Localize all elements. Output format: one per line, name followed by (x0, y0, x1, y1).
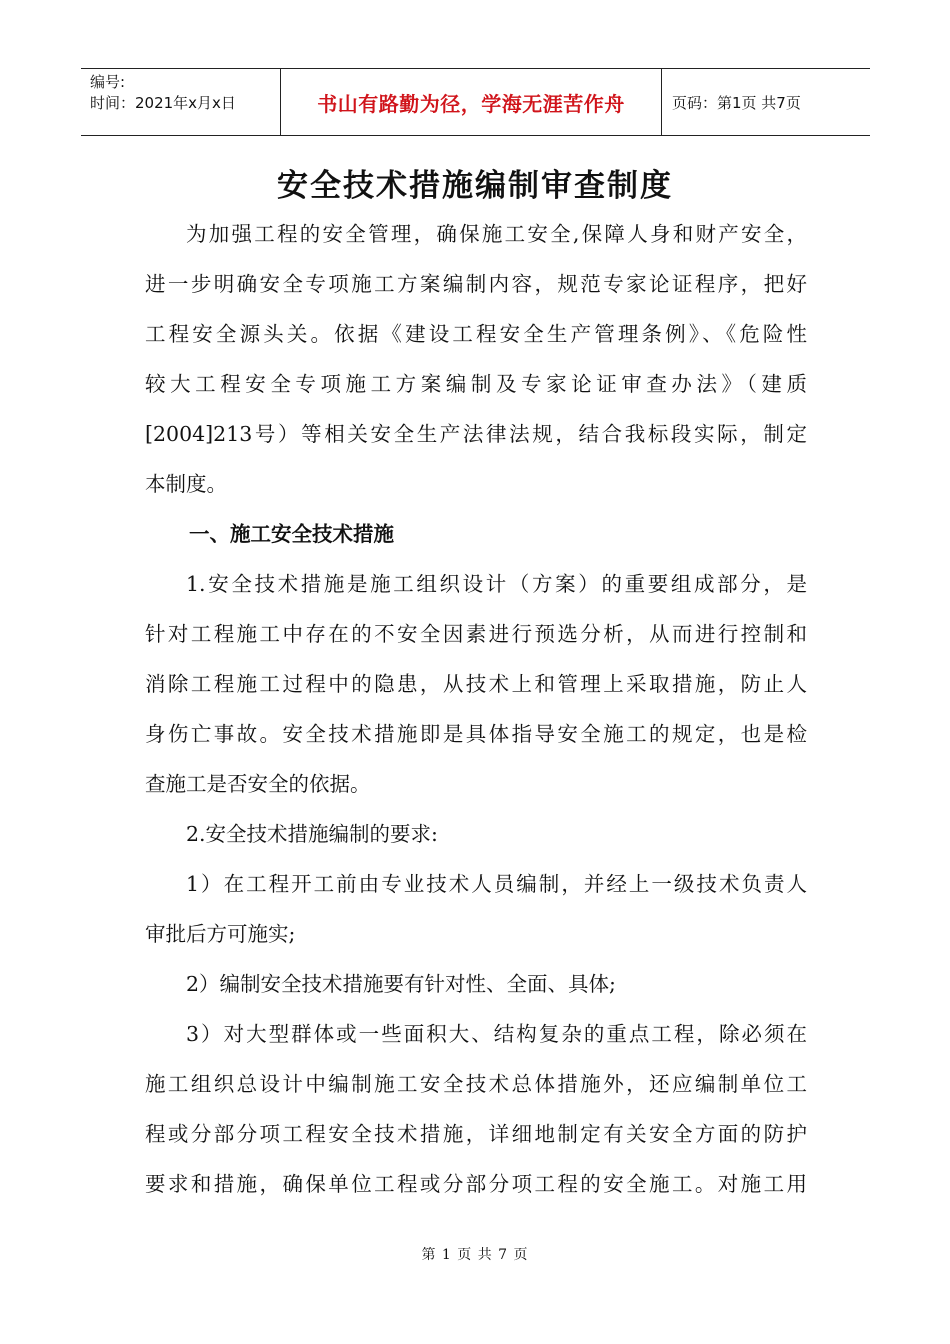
body-line: 本制度。 (145, 472, 227, 496)
document-body (145, 209, 807, 1209)
body-line: 工程安全源头关。依据《建设工程安全生产管理条例》、《危险性 (145, 322, 807, 346)
body-line: 进一步明确安全专项施工方案编制内容，规范专家论证程序，把好 (145, 272, 807, 296)
body-line: 1.安全技术措施是施工组织设计（方案）的重要组成部分，是 (186, 572, 807, 596)
header-page-info: 页码：第1页 共7页 (672, 93, 801, 112)
body-line: 为加强工程的安全管理，确保施工安全,保障人身和财产安全， (186, 222, 807, 246)
header-motto: 书山有路勤为径，学海无涯苦作舟 (281, 69, 662, 135)
document-time-label: 时间：2021年x月x日 (90, 94, 236, 112)
body-line: 施工组织总设计中编制施工安全技术总体措施外，还应编制单位工 (145, 1072, 807, 1096)
body-line: 程或分部分项工程安全技术措施，详细地制定有关安全方面的防护 (145, 1122, 807, 1146)
section-heading: 一、施工安全技术措施 (189, 522, 394, 546)
body-line: 3）对大型群体或一些面积大、结构复杂的重点工程，除必须在 (186, 1022, 807, 1046)
page-footer: 第 1 页 共 7 页 (421, 1247, 529, 1263)
body-line: 较大工程安全专项施工方案编制及专家论证审查办法》（建质 (145, 372, 807, 396)
body-line: 消除工程施工过程中的隐患，从技术上和管理上采取措施，防止人 (145, 672, 807, 696)
body-line: 身伤亡事故。安全技术措施即是具体指导安全施工的规定，也是检 (145, 722, 807, 746)
document-number-label: 编号: (90, 73, 126, 91)
body-line: 查施工是否安全的依据。 (145, 772, 371, 796)
header-table (81, 68, 870, 136)
body-line: 要求和措施，确保单位工程或分部分项工程的安全施工。对施工用 (145, 1172, 807, 1196)
document-title: 安全技术措施编制审查制度 (277, 168, 673, 204)
body-line: 审批后方可施实; (145, 922, 296, 946)
body-line: 针对工程施工中存在的不安全因素进行预选分析，从而进行控制和 (145, 622, 807, 646)
body-line: [2004]213号）等相关安全生产法律法规，结合我标段实际，制定 (145, 422, 807, 446)
body-line: 1）在工程开工前由专业技术人员编制，并经上一级技术负责人 (186, 872, 807, 896)
body-line: 2.安全技术措施编制的要求: (186, 822, 438, 846)
body-line: 2）编制安全技术措施要有针对性、全面、具体; (186, 972, 616, 996)
header-meta-cell (81, 69, 281, 135)
